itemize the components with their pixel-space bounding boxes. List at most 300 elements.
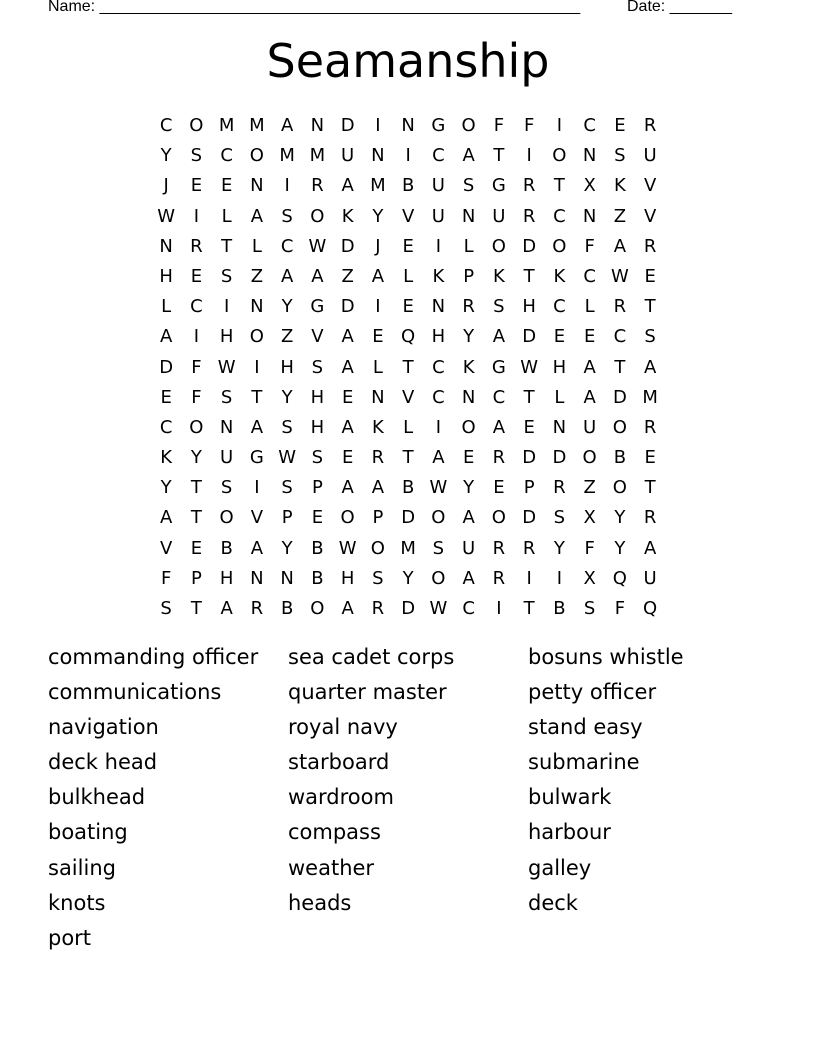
grid-letter: B (401, 477, 415, 499)
grid-letter: Y (614, 507, 626, 529)
grid-letter: R (190, 235, 203, 257)
grid-letter: T (251, 386, 263, 408)
grid-letter: N (371, 145, 385, 167)
grid-letter: I (435, 416, 442, 438)
grid-letter: L (372, 356, 383, 378)
grid-letter: E (311, 507, 324, 529)
grid-letter: A (250, 537, 264, 559)
grid-row (151, 264, 665, 294)
grid-letter: W (308, 235, 327, 257)
grid-letter: B (613, 447, 627, 469)
grid-letter: B (280, 598, 294, 619)
grid-letter: E (462, 447, 475, 469)
grid-letter: C (432, 145, 445, 167)
grid-letter: M (218, 115, 235, 136)
grid-letter: O (491, 507, 506, 529)
word-list-item: stand easy (528, 715, 643, 740)
grid-letter: P (190, 567, 202, 589)
grid-letter: I (254, 477, 260, 499)
grid-letter: M (642, 386, 658, 408)
grid-letter: Y (281, 386, 293, 408)
grid-letter: R (371, 598, 385, 619)
grid-letter: S (311, 356, 324, 378)
grid-letter: U (431, 205, 445, 227)
grid-letter: O (612, 477, 627, 499)
grid-letter: U (220, 447, 234, 469)
grid-letter: L (403, 416, 414, 438)
grid-letter: S (281, 477, 293, 499)
grid-letter: S (220, 265, 233, 287)
grid-letter: N (159, 235, 173, 257)
page-title: Seamanship (266, 34, 550, 88)
grid-letter: A (643, 537, 657, 559)
grid-letter: K (462, 356, 475, 378)
grid-letter: F (191, 386, 202, 408)
grid-letter: O (431, 567, 446, 589)
grid-letter: Q (643, 598, 658, 619)
grid-letter: S (553, 507, 566, 529)
grid-letter: I (284, 175, 290, 197)
grid-letter: R (462, 296, 475, 318)
grid-letter: V (401, 205, 415, 227)
grid-letter: V (159, 537, 173, 559)
grid-letter: W (429, 598, 448, 619)
grid-letter: A (341, 477, 354, 499)
grid-letter: R (492, 537, 506, 559)
grid-letter: D (340, 115, 355, 136)
word-list-item: petty officer (528, 680, 657, 705)
grid-row (151, 173, 665, 203)
grid-letter: H (219, 326, 234, 348)
grid-letter: I (254, 356, 260, 378)
grid-letter: C (613, 326, 627, 348)
grid-letter: A (462, 145, 475, 167)
grid-letter: T (553, 175, 565, 197)
grid-letter: Z (280, 326, 294, 348)
grid-letter: E (583, 326, 596, 348)
grid-row (151, 415, 665, 445)
grid-row (151, 475, 665, 505)
grid-letter: F (523, 115, 535, 136)
grid-letter: N (250, 175, 264, 197)
grid-letter: W (429, 477, 448, 499)
grid-letter: G (310, 296, 325, 318)
grid-letter: R (643, 235, 657, 257)
grid-letter: K (553, 265, 566, 287)
grid-letter: C (553, 205, 566, 227)
grid-letter: F (584, 235, 595, 257)
grid-row (151, 445, 665, 475)
grid-letter: U (583, 416, 597, 438)
grid-letter: A (371, 477, 385, 499)
grid-letter: O (552, 145, 567, 167)
grid-letter: E (160, 386, 172, 408)
grid-letter: N (582, 205, 597, 227)
grid-letter: H (522, 296, 536, 318)
word-list-column-2 (288, 642, 454, 923)
grid-letter: S (220, 477, 233, 499)
grid-letter: S (311, 447, 324, 469)
word-list-item: quarter master (288, 680, 447, 705)
grid-letter: I (223, 296, 230, 318)
grid-letter: H (310, 416, 325, 438)
grid-letter: B (401, 175, 415, 197)
grid-letter: X (583, 175, 596, 197)
grid-letter: U (431, 175, 445, 197)
grid-letter: R (553, 477, 566, 499)
grid-letter: W (610, 265, 629, 287)
grid-letter: E (493, 477, 505, 499)
grid-letter: E (523, 416, 535, 438)
grid-letter: O (310, 598, 325, 619)
grid-letter: A (341, 416, 354, 438)
grid-letter: W (217, 356, 236, 378)
word-list-item: sailing (48, 855, 116, 880)
word-search-grid (151, 113, 665, 626)
grid-row (151, 143, 665, 173)
grid-letter: N (431, 296, 446, 318)
grid-letter: I (496, 598, 502, 619)
grid-letter: A (613, 235, 627, 257)
grid-letter: F (584, 537, 595, 559)
grid-letter: C (280, 235, 294, 257)
grid-letter: O (612, 416, 627, 438)
grid-letter: S (281, 205, 293, 227)
grid-letter: D (522, 326, 537, 348)
grid-letter: A (462, 567, 475, 589)
grid-letter: R (522, 537, 536, 559)
word-list-item: commanding officer (48, 645, 259, 669)
word-list-item: submarine (528, 750, 640, 775)
grid-letter: S (493, 296, 505, 318)
grid-letter: S (432, 537, 445, 559)
grid-letter: G (249, 447, 264, 469)
grid-letter: T (190, 598, 202, 619)
grid-letter: E (644, 447, 656, 469)
grid-letter: T (493, 145, 505, 167)
grid-letter: A (492, 416, 506, 438)
grid-row (151, 385, 665, 415)
word-list-item: knots (48, 890, 106, 915)
grid-letter: O (189, 416, 204, 438)
grid-letter: Z (341, 265, 354, 287)
grid-letter: M (249, 115, 265, 136)
grid-letter: L (403, 265, 414, 287)
grid-letter: E (190, 537, 203, 559)
grid-letter: N (250, 296, 264, 318)
grid-letter: T (644, 477, 656, 499)
grid-letter: B (220, 537, 233, 559)
grid-letter: B (311, 567, 324, 589)
grid-row (151, 234, 665, 264)
grid-letter: K (492, 265, 505, 287)
grid-letter: W (338, 537, 357, 559)
grid-letter: R (250, 598, 264, 619)
grid-letter: Z (250, 265, 264, 287)
grid-letter: A (492, 326, 506, 348)
grid-letter: U (462, 537, 476, 559)
grid-letter: V (250, 507, 264, 529)
grid-letter: A (341, 326, 354, 348)
grid-letter: D (401, 507, 416, 529)
grid-letter: O (340, 507, 355, 529)
grid-letter: C (492, 386, 506, 408)
grid-letter: I (375, 296, 381, 318)
grid-letter: G (431, 115, 446, 136)
grid-letter: A (250, 205, 264, 227)
grid-letter: T (523, 598, 535, 619)
grid-letter: J (163, 175, 169, 197)
grid-letter: D (522, 235, 537, 257)
grid-letter: R (311, 175, 324, 197)
grid-letter: N (371, 386, 385, 408)
grid-letter: S (372, 567, 384, 589)
grid-letter: A (280, 265, 294, 287)
grid-letter: S (583, 598, 596, 619)
grid-letter: X (583, 567, 596, 589)
grid-letter: D (340, 296, 355, 318)
grid-letter: E (190, 175, 203, 197)
grid-letter: T (190, 507, 202, 529)
grid-letter: R (492, 567, 506, 589)
grid-letter: A (341, 356, 354, 378)
grid-letter: C (190, 296, 203, 318)
grid-letter: N (401, 115, 415, 136)
word-list-item: bulwark (528, 785, 612, 810)
grid-row (151, 536, 665, 566)
grid-letter: A (583, 356, 596, 378)
grid-letter: D (522, 447, 537, 469)
word-list-item: heads (288, 890, 352, 915)
grid-letter: C (553, 296, 566, 318)
grid-letter: M (309, 145, 326, 167)
grid-letter: K (160, 447, 173, 469)
grid-letter: N (250, 567, 264, 589)
grid-letter: V (643, 175, 657, 197)
grid-letter: H (431, 326, 446, 348)
grid-letter: P (372, 507, 384, 529)
grid-letter: E (553, 326, 566, 348)
grid-letter: P (281, 507, 293, 529)
grid-letter: O (461, 115, 476, 136)
grid-letter: C (220, 145, 233, 167)
grid-letter: I (556, 115, 563, 136)
word-list-item: bosuns whistle (528, 645, 684, 669)
grid-letter: A (643, 356, 657, 378)
grid-letter: E (341, 447, 354, 469)
grid-letter: S (614, 145, 626, 167)
grid-letter: A (432, 447, 445, 469)
grid-letter: F (191, 356, 202, 378)
grid-letter: N (280, 567, 294, 589)
grid-letter: Y (281, 537, 293, 559)
grid-letter: S (220, 386, 233, 408)
grid-letter: B (311, 537, 324, 559)
name-field: Name: ______________________________________________________ (48, 0, 581, 15)
grid-letter: O (310, 205, 325, 227)
grid-letter: R (613, 296, 627, 318)
grid-letter: K (341, 205, 354, 227)
grid-letter: V (643, 205, 657, 227)
grid-letter: V (401, 386, 415, 408)
grid-letter: R (643, 507, 657, 529)
grid-letter: F (614, 598, 626, 619)
grid-letter: A (311, 265, 324, 287)
word-list-item: navigation (48, 715, 159, 740)
word-list-item: harbour (528, 820, 611, 845)
grid-letter: U (643, 567, 657, 589)
word-list-item: weather (288, 855, 375, 880)
grid-letter: U (492, 205, 506, 227)
grid-letter: E (614, 115, 626, 136)
grid-letter: N (461, 205, 476, 227)
word-list-item: boating (48, 820, 128, 845)
grid-letter: R (492, 447, 506, 469)
word-list-item: bulkhead (48, 785, 146, 810)
grid-letter: T (523, 265, 535, 287)
word-list-item: starboard (288, 750, 390, 775)
grid-letter: Q (612, 567, 627, 589)
grid-letter: C (583, 115, 596, 136)
grid-letter: Y (463, 326, 475, 348)
grid-letter: L (584, 296, 595, 318)
grid-letter: S (281, 416, 293, 438)
grid-letter: D (612, 386, 627, 408)
grid-letter: C (432, 356, 445, 378)
grid-letter: L (161, 296, 172, 318)
grid-letter: Y (160, 477, 172, 499)
word-list-item: royal navy (288, 715, 398, 740)
grid-letter: I (526, 567, 532, 589)
grid-letter: Y (402, 567, 414, 589)
grid-letter: R (371, 447, 385, 469)
grid-letter: Y (463, 477, 475, 499)
grid-letter: N (461, 386, 476, 408)
grid-letter: A (341, 175, 354, 197)
grid-letter: S (190, 145, 203, 167)
grid-row (151, 355, 665, 385)
grid-letter: J (375, 235, 381, 257)
grid-letter: T (523, 386, 535, 408)
grid-letter: H (219, 567, 234, 589)
word-list-column-1 (48, 642, 258, 958)
grid-letter: L (554, 386, 565, 408)
grid-letter: C (159, 115, 173, 136)
grid-letter: G (491, 356, 506, 378)
word-list-item: compass (288, 820, 381, 845)
word-list-item: sea cadet corps (288, 645, 455, 669)
grid-letter: I (435, 235, 442, 257)
grid-letter: T (221, 235, 233, 257)
grid-letter: U (643, 145, 657, 167)
grid-letter: C (462, 598, 475, 619)
grid-letter: M (370, 175, 386, 197)
grid-letter: N (582, 145, 597, 167)
grid-letter: H (159, 265, 173, 287)
grid-letter: E (402, 235, 414, 257)
grid-letter: I (375, 115, 381, 136)
grid-letter: Y (190, 447, 202, 469)
grid-letter: A (159, 326, 173, 348)
grid-letter: K (432, 265, 445, 287)
grid-letter: K (613, 175, 626, 197)
grid-letter: Z (583, 477, 596, 499)
grid-letter: H (552, 356, 567, 378)
grid-letter: I (405, 145, 411, 167)
grid-letter: A (159, 507, 173, 529)
grid-letter: Z (613, 205, 627, 227)
grid-letter: Y (372, 205, 384, 227)
grid-letter: E (190, 265, 203, 287)
grid-letter: T (402, 356, 414, 378)
grid-letter: P (523, 477, 535, 499)
grid-letter: O (249, 326, 264, 348)
grid-letter: O (552, 235, 567, 257)
grid-letter: I (193, 205, 200, 227)
grid-letter: I (526, 145, 532, 167)
grid-letter: S (462, 175, 475, 197)
grid-letter: D (401, 598, 416, 619)
grid-letter: Q (401, 326, 416, 348)
word-list-item: deck head (48, 750, 158, 775)
grid-letter: C (583, 265, 596, 287)
grid-letter: E (644, 265, 656, 287)
grid-row (151, 596, 665, 626)
grid-letter: O (431, 507, 446, 529)
word-list-column-3 (528, 642, 684, 923)
grid-letter: T (190, 477, 202, 499)
grid-letter: A (220, 598, 233, 619)
grid-letter: S (160, 598, 172, 619)
grid-letter: V (311, 326, 324, 348)
grid-letter: T (402, 447, 414, 469)
grid-letter: T (644, 296, 656, 318)
grid-letter: M (400, 537, 416, 559)
grid-letter: I (193, 326, 200, 348)
word-list-item: port (48, 925, 92, 950)
grid-letter: H (280, 356, 294, 378)
date-field: Date: _______ (627, 0, 732, 15)
grid-letter: W (157, 205, 176, 227)
grid-letter: A (583, 386, 596, 408)
grid-letter: M (279, 145, 295, 167)
grid-letter: A (341, 598, 354, 619)
grid-letter: L (221, 205, 232, 227)
grid-letter: E (341, 386, 354, 408)
grid-letter: K (371, 416, 384, 438)
grid-letter: O (249, 145, 264, 167)
grid-letter: L (463, 235, 474, 257)
grid-letter: D (340, 235, 355, 257)
grid-letter: O (461, 416, 476, 438)
grid-row (151, 113, 665, 143)
grid-letter: F (493, 115, 505, 136)
word-list-item: communications (48, 680, 222, 705)
grid-letter: C (159, 416, 173, 438)
grid-letter: D (552, 447, 567, 469)
grid-letter: G (491, 175, 506, 197)
grid-letter: X (583, 507, 596, 529)
grid-letter: I (556, 567, 563, 589)
grid-letter: Y (614, 537, 626, 559)
grid-letter: F (160, 567, 172, 589)
grid-letter: L (251, 235, 262, 257)
grid-row (151, 505, 665, 535)
grid-letter: H (310, 386, 325, 408)
grid-letter: N (310, 115, 325, 136)
grid-letter: P (463, 265, 475, 287)
grid-row (151, 294, 665, 324)
